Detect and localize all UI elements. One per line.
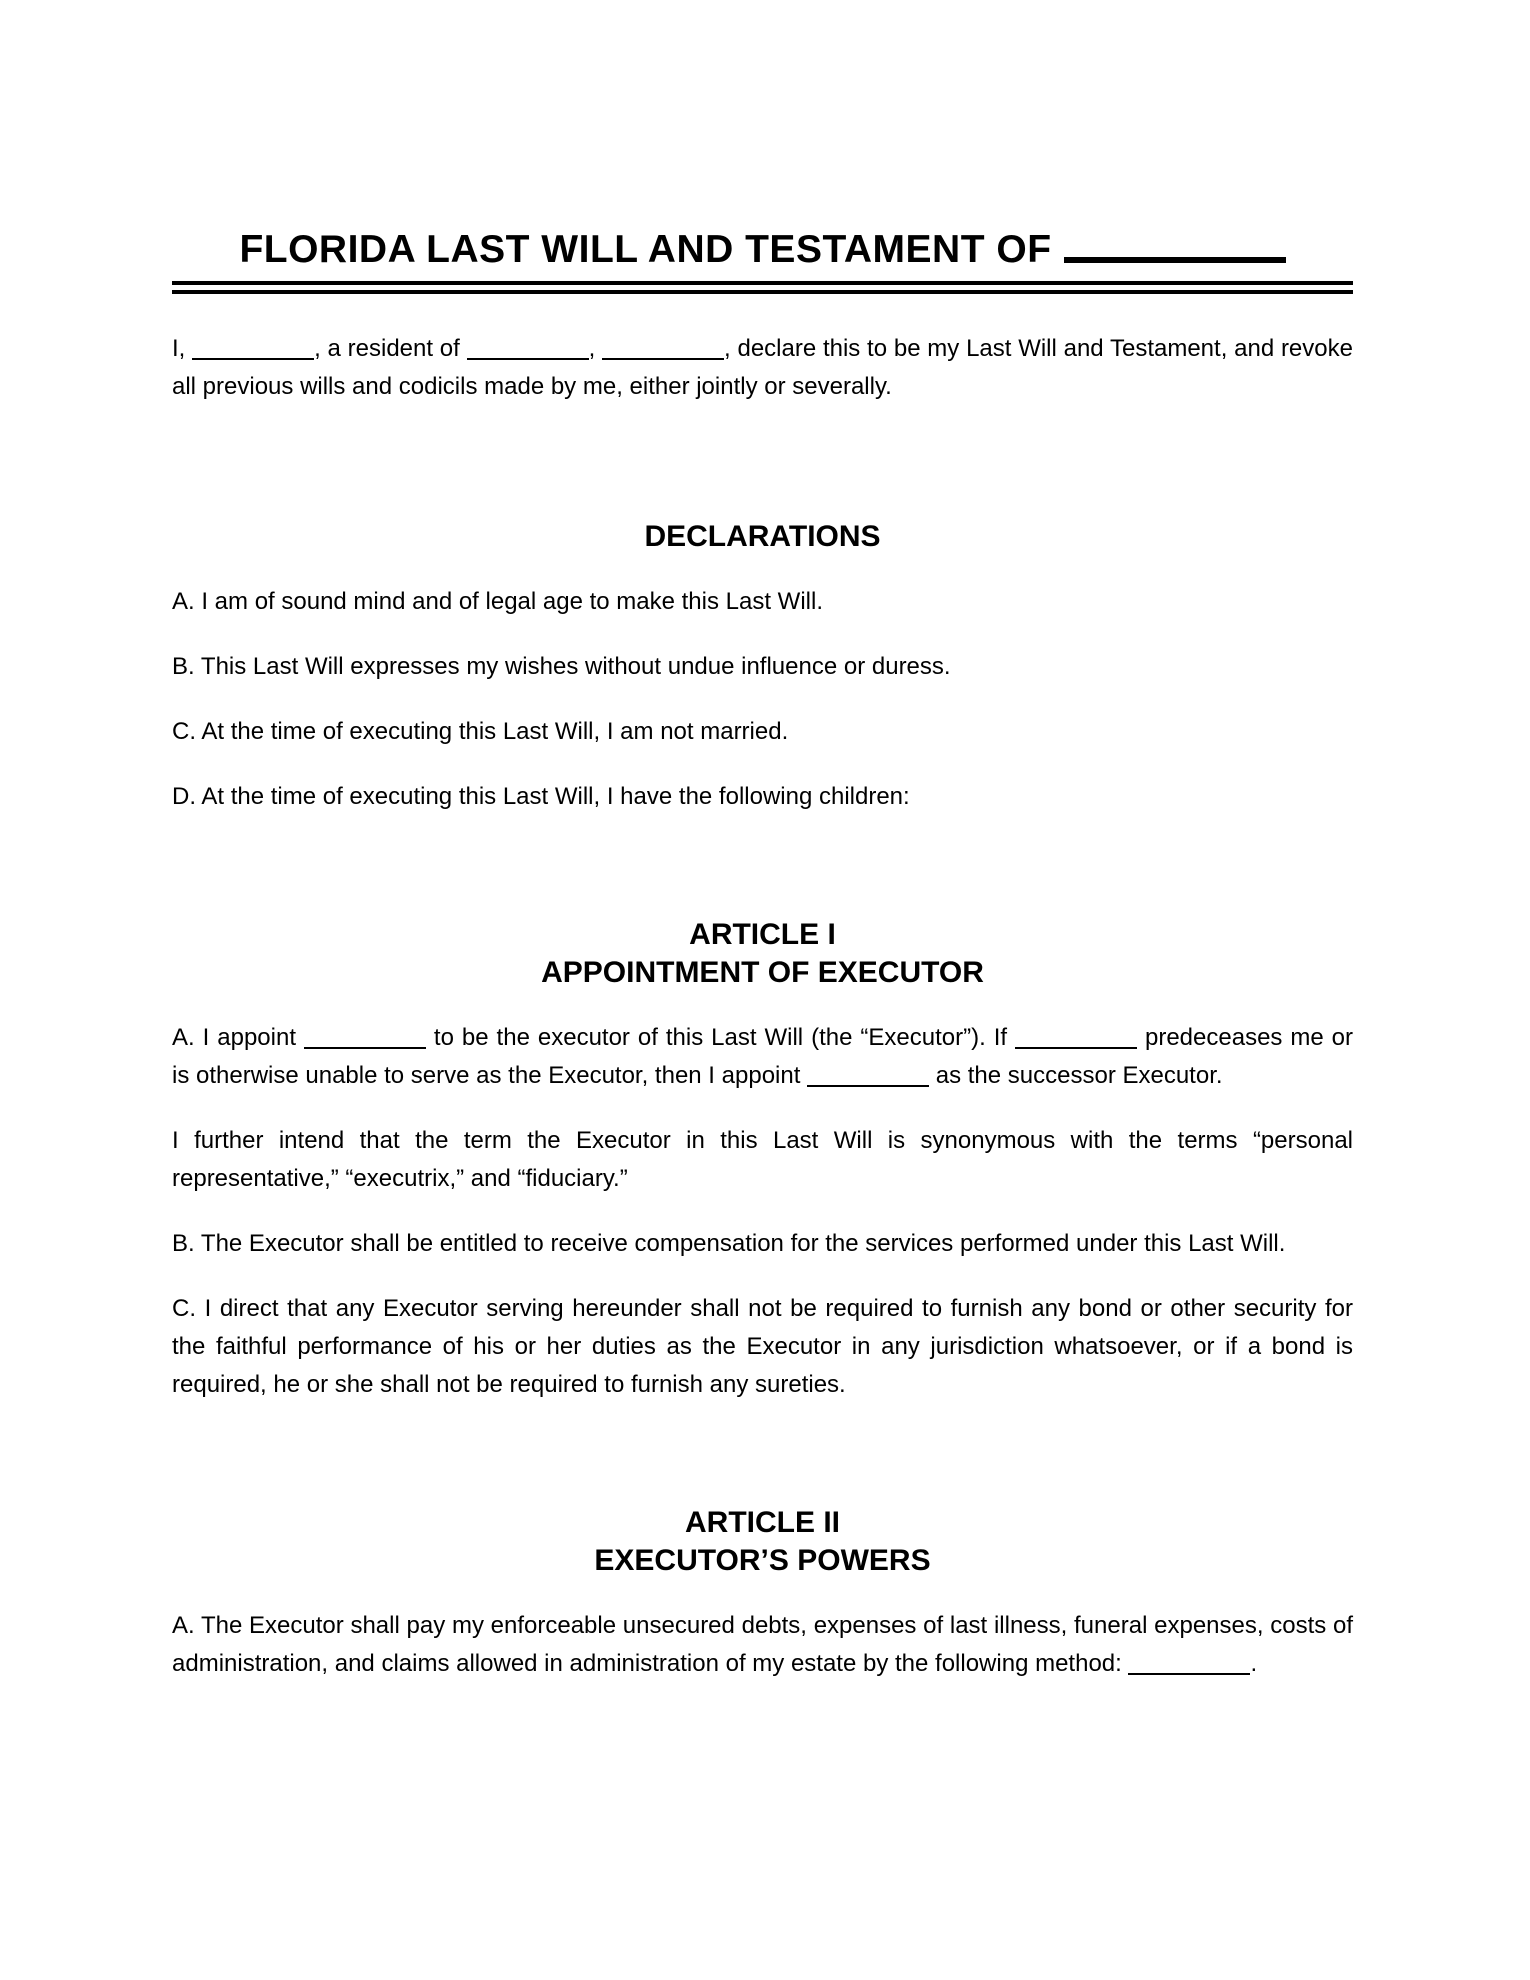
article2-heading-title: EXECUTOR’S POWERS bbox=[594, 1544, 931, 1577]
article1-paragraph-a bbox=[172, 1019, 1353, 1095]
declarations-heading: DECLARATIONS bbox=[644, 520, 881, 553]
document-header bbox=[172, 0, 1353, 294]
article1-heading-title: APPOINTMENT OF EXECUTOR bbox=[541, 956, 984, 989]
article2-paragraph-a bbox=[172, 1607, 1353, 1683]
article1-a-text-2: to be the executor of this Last Will (the “Executor”). If bbox=[425, 1024, 1016, 1051]
residence-state-blank bbox=[602, 340, 724, 360]
article2-heading bbox=[172, 1504, 1353, 1580]
intro-text-3: , bbox=[588, 335, 603, 362]
executor-name-blank bbox=[304, 1029, 426, 1049]
title-name-blank bbox=[1064, 231, 1286, 263]
document-title bbox=[172, 226, 1353, 274]
article1-paragraph-b: B. The Executor shall be entitled to receive compensation for the services performed under this Last Will. bbox=[172, 1230, 1286, 1257]
declaration-item-a: A. I am of sound mind and of legal age to make this Last Will. bbox=[172, 588, 823, 615]
intro-text-2: , a resident of bbox=[314, 335, 467, 362]
executor-name-blank-2 bbox=[1015, 1029, 1137, 1049]
intro-text-4: , declare this to be my Last Will and Testament, and revoke all previous wills and codicils made by me, either jointly or severally. bbox=[172, 335, 1353, 400]
article1-paragraph-c: C. I direct that any Executor serving hereunder shall not be required to furnish any bond or other security for the faithful performance of his or her duties as the Executor in any jurisdiction whatsoever, or if a bond is required, he or she shall not be required to furnish any sureties. bbox=[172, 1295, 1353, 1398]
article1-a-text-3: predeceases me or is otherwise unable to serve as the Executor, then I appoint bbox=[172, 1024, 1354, 1089]
successor-executor-name-blank bbox=[807, 1067, 929, 1087]
article2-a-text-2: . bbox=[1250, 1650, 1258, 1677]
article2-a-text-1: A. The Executor shall pay my enforceable unsecured debts, expenses of last illness, funeral expenses, costs of administration, and claims allowed in administration of my estate by the following method: bbox=[172, 1612, 1353, 1677]
declaration-item-d: D. At the time of executing this Last Will, I have the following children: bbox=[172, 783, 910, 810]
article2-heading-number: ARTICLE II bbox=[685, 1506, 840, 1539]
testator-name-blank bbox=[192, 340, 314, 360]
article1-heading-number: ARTICLE I bbox=[689, 918, 836, 951]
payment-method-blank bbox=[1128, 1655, 1250, 1675]
article1-a-text-4: as the successor Executor. bbox=[929, 1062, 1223, 1089]
title-double-rule bbox=[172, 281, 1353, 294]
intro-paragraph bbox=[172, 330, 1353, 406]
document-title-text: FLORIDA LAST WILL AND TESTAMENT OF bbox=[239, 228, 1052, 271]
declaration-item-b: B. This Last Will expresses my wishes without undue influence or duress. bbox=[172, 653, 951, 680]
declaration-item-c: C. At the time of executing this Last Will, I am not married. bbox=[172, 718, 789, 745]
article1-a-text-1: A. I appoint bbox=[172, 1024, 304, 1051]
intro-text-1: I, bbox=[172, 335, 193, 362]
article1-heading bbox=[172, 916, 1353, 992]
residence-city-blank bbox=[467, 340, 589, 360]
article1-paragraph-intend: I further intend that the term the Executor in this Last Will is synonymous with the terms “personal representative,” “executrix,” and “fiduciary.” bbox=[172, 1127, 1353, 1192]
